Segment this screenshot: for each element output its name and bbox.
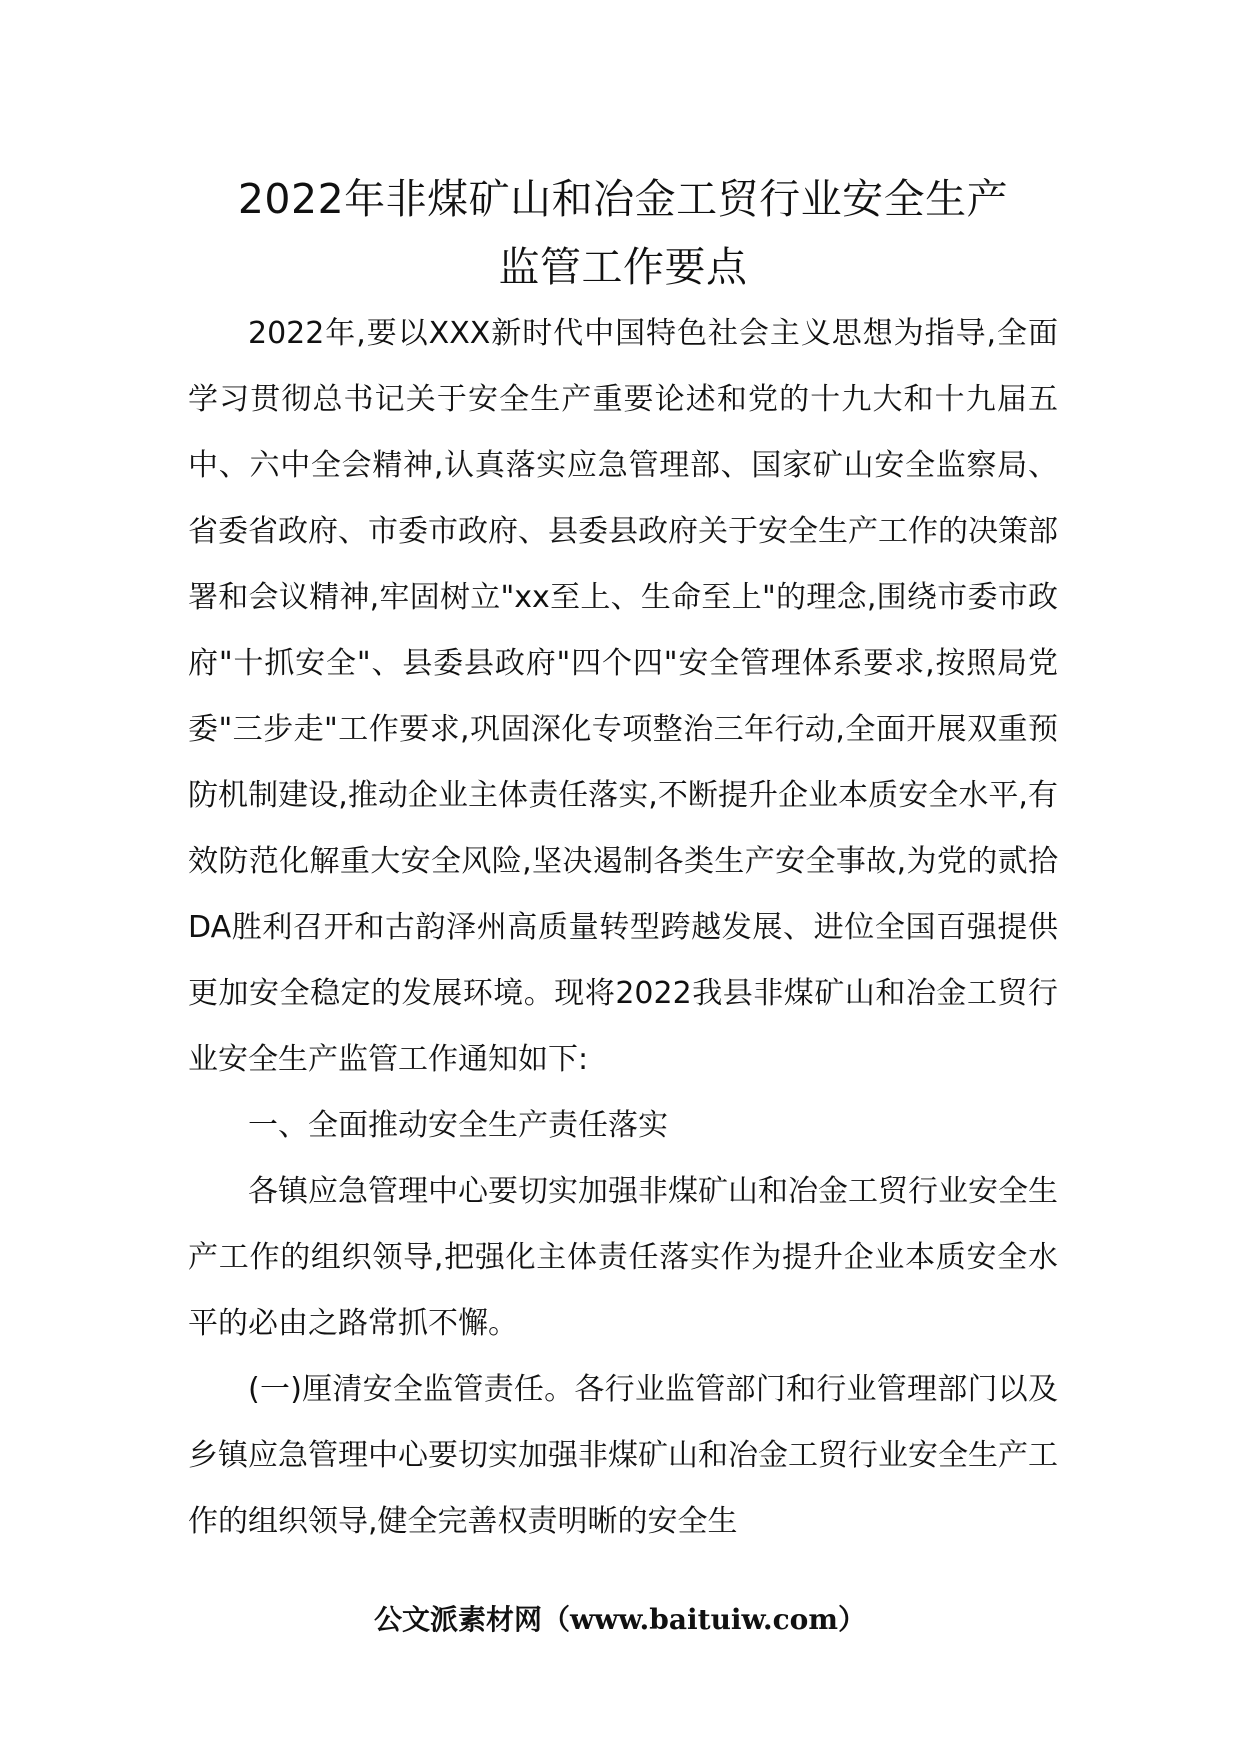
title-line-2: 监管工作要点 bbox=[498, 243, 748, 291]
title-line-1: 2022年非煤矿山和冶金工贸行业安全生产 bbox=[237, 175, 1009, 223]
document-page bbox=[188, 165, 1058, 1555]
intro-paragraph: 2022年,要以XXX新时代中国特色社会主义思想为指导,全面学习贯彻总书记关于安全生产重要论述和党的十九大和十九届五中、六中全会精神,认真落实应急管理部、国家矿山安全监察局、省委省政府、市委市政府、县委县政府关于安全生产工作的决策部署和会议精神,牢固树立"xx至上、生命至上"的理念,围绕市委市政府"十抓安全"、县委县政府"四个四"安全管理体系要求,按照局党委"三步走"工作要求,巩固深化专项整治三年行动,全面开展双重预防机制建设,推动企业主体责任落实,不断提升企业本质安全水平,有效防范化解重大安全风险,坚决遏制各类生产安全事故,为党的贰拾DA胜利召开和古韵泽州高质量转型跨越发展、进位全国百强提供更加安全稳定的发展环境。现将2022我县非煤矿山和冶金工贸行业安全生产监管工作通知如下: bbox=[188, 316, 1058, 1077]
section-1-paragraph: 各镇应急管理中心要切实加强非煤矿山和冶金工贸行业安全生产工作的组织领导,把强化主体责任落实作为提升企业本质安全水平的必由之路常抓不懈。 bbox=[188, 1174, 1058, 1341]
document-title bbox=[188, 165, 1058, 301]
footer-watermark: 公文派素材网（www.baituiw.com） bbox=[374, 1603, 866, 1636]
subsection-1-paragraph: (一)厘清安全监管责任。各行业监管部门和行业管理部门以及乡镇应急管理中心要切实加强非煤矿山和冶金工贸行业安全生产工作的组织领导,健全完善权责明晰的安全生 bbox=[188, 1372, 1058, 1539]
section-heading-1: 一、全面推动安全生产责任落实 bbox=[248, 1108, 668, 1143]
